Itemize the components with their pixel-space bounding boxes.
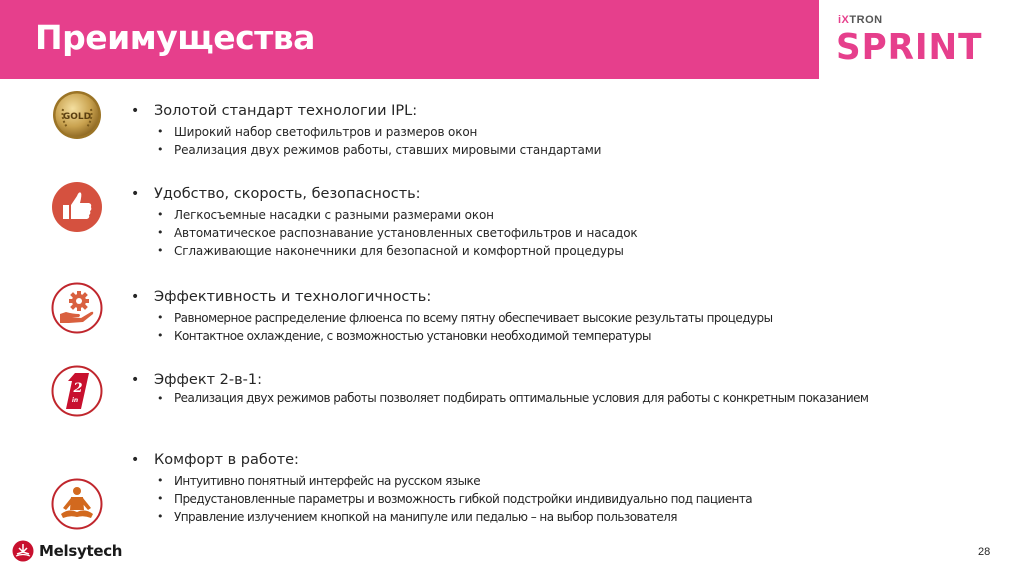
list-item: • Широкий набор светофильтров и размеров окон [124,123,904,141]
sub-list [124,309,904,345]
svg-text:in: in [71,397,79,404]
section-efficiency [124,288,904,345]
section-heading: • Эффект 2-в-1: [124,371,962,390]
melsytech-logo [12,540,122,562]
section-heading: • Комфорт в работе: [124,451,904,470]
section-heading: • Эффективность и технологичность: [124,288,904,307]
list-item: • Контактное охлаждение, с возможностью установки необходимой температуры [124,327,904,345]
thumbs-up-icon [51,181,103,233]
list-item: • Равномерное распределение флюенса по всему пятну обеспечивает высокие результаты процедуры [124,309,904,327]
list-item: • Сглаживающие наконечники для безопасной и комфортной процедуры [124,242,904,260]
section-heading: • Удобство, скорость, безопасность: [124,185,904,204]
sub-list [124,392,962,405]
melsytech-emblem-icon [12,540,34,562]
section-two-in-one [124,371,962,405]
meditation-icon [51,478,103,530]
page-title: Преимущества [35,18,315,57]
list-item: • Легкосъемные насадки с разными размерами окон [124,206,904,224]
svg-text:GOLD: GOLD [62,112,92,122]
list-item: • Реализация двух режимов работы, ставших мировыми стандартами [124,141,904,159]
brand-sub-logo: iXTRON [838,14,883,26]
sub-list [124,206,904,260]
list-item: • Предустановленные параметры и возможность гибкой подстройки индивидуально под пациента [124,490,904,508]
list-item: • Управление излучением кнопкой на манипуле или педалью – на выбор пользователя [124,508,904,526]
section-comfort [124,451,904,526]
list-item: • Интуитивно понятный интерфейс на русском языке [124,472,904,490]
sub-list [124,123,904,159]
gear-in-hand-icon [51,282,103,334]
list-item: • Автоматическое распознавание установленных светофильтров и насадок [124,224,904,242]
gold-medal-icon [51,89,103,141]
logo-text: Melsytech [39,542,123,560]
two-in-one-icon [51,365,103,417]
sub-list [124,472,904,526]
header-bar [0,0,819,79]
section-heading: • Золотой стандарт технологии IPL: [124,102,904,121]
section-gold-standard [124,102,904,159]
svg-text:2: 2 [73,381,83,396]
section-convenience [124,185,904,260]
brand-name: SPRINT [836,27,983,68]
page-number: 28 [978,546,991,558]
list-item: • Реализация двух режимов работы позволяет подбирать оптимальные условия для работы с конкретным показанием [124,392,962,405]
brand-logo [838,14,1008,70]
